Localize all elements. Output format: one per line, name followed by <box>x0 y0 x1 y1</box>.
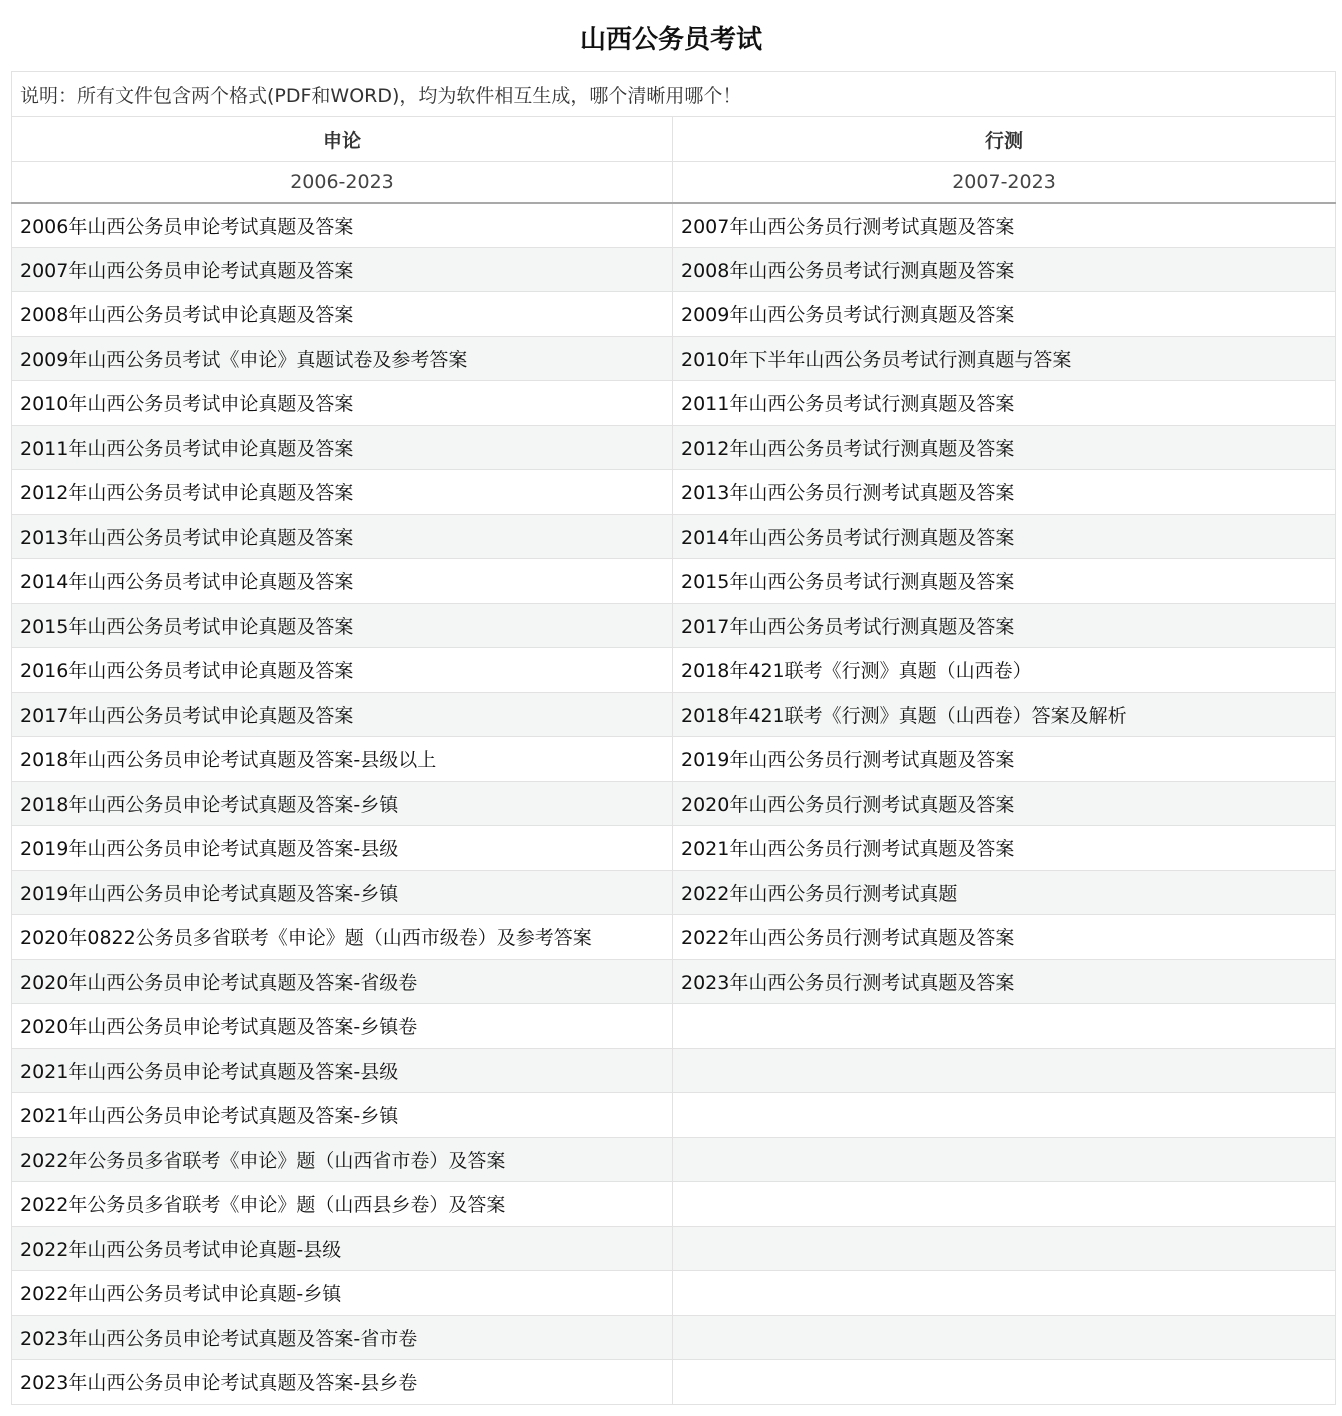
table-row <box>12 915 1336 960</box>
note-text: 说明：所有文件包含两个格式(PDF和WORD)，均为软件相互生成，哪个清晰用哪个！ <box>12 72 1336 117</box>
shenlun-file-link[interactable]: 2022年公务员多省联考《申论》题（山西省市卷）及答案 <box>12 1137 673 1182</box>
table-row <box>12 737 1336 782</box>
shenlun-file-link[interactable]: 2020年山西公务员申论考试真题及答案-乡镇卷 <box>12 1004 673 1049</box>
shenlun-file-link[interactable]: 2021年山西公务员申论考试真题及答案-乡镇 <box>12 1093 673 1138</box>
table-row <box>12 203 1336 248</box>
xingce-file-link[interactable]: 2018年421联考《行测》真题（山西卷） <box>673 648 1336 693</box>
table-row <box>12 648 1336 693</box>
shenlun-file-link[interactable]: 2018年山西公务员申论考试真题及答案-县级以上 <box>12 737 673 782</box>
xingce-file-link[interactable]: 2020年山西公务员行测考试真题及答案 <box>673 781 1336 826</box>
shenlun-file-link[interactable]: 2023年山西公务员申论考试真题及答案-省市卷 <box>12 1315 673 1360</box>
year-range-shenlun: 2006-2023 <box>12 162 673 203</box>
shenlun-file-link[interactable]: 2010年山西公务员考试申论真题及答案 <box>12 381 673 426</box>
table-row <box>12 1048 1336 1093</box>
xingce-file-link[interactable]: 2019年山西公务员行测考试真题及答案 <box>673 737 1336 782</box>
xingce-file-link[interactable]: 2018年421联考《行测》真题（山西卷）答案及解析 <box>673 692 1336 737</box>
table-row <box>12 781 1336 826</box>
column-header-shenlun: 申论 <box>12 117 673 162</box>
xingce-file-link <box>673 1004 1336 1049</box>
shenlun-file-link[interactable]: 2013年山西公务员考试申论真题及答案 <box>12 514 673 559</box>
table-row <box>12 870 1336 915</box>
table-row <box>12 381 1336 426</box>
xingce-file-link[interactable]: 2010年下半年山西公务员考试行测真题与答案 <box>673 336 1336 381</box>
table-row <box>12 603 1336 648</box>
xingce-file-link <box>673 1137 1336 1182</box>
shenlun-file-link[interactable]: 2022年山西公务员考试申论真题-县级 <box>12 1226 673 1271</box>
table-row <box>12 425 1336 470</box>
column-header-xingce: 行测 <box>673 117 1336 162</box>
shenlun-file-link[interactable]: 2017年山西公务员考试申论真题及答案 <box>12 692 673 737</box>
page-title: 山西公务员考试 <box>579 25 762 55</box>
shenlun-file-link[interactable]: 2016年山西公务员考试申论真题及答案 <box>12 648 673 693</box>
xingce-file-link[interactable]: 2022年山西公务员行测考试真题 <box>673 870 1336 915</box>
shenlun-file-link[interactable]: 2015年山西公务员考试申论真题及答案 <box>12 603 673 648</box>
table-row <box>12 247 1336 292</box>
shenlun-file-link[interactable]: 2023年山西公务员申论考试真题及答案-县乡卷 <box>12 1360 673 1405</box>
shenlun-file-link[interactable]: 2011年山西公务员考试申论真题及答案 <box>12 425 673 470</box>
xingce-file-link <box>673 1271 1336 1316</box>
shenlun-file-link[interactable]: 2008年山西公务员考试申论真题及答案 <box>12 292 673 337</box>
table-row <box>12 1004 1336 1049</box>
shenlun-file-link[interactable]: 2020年0822公务员多省联考《申论》题（山西市级卷）及参考答案 <box>12 915 673 960</box>
table-row <box>12 692 1336 737</box>
shenlun-file-link[interactable]: 2018年山西公务员申论考试真题及答案-乡镇 <box>12 781 673 826</box>
table-row <box>12 559 1336 604</box>
shenlun-file-link[interactable]: 2009年山西公务员考试《申论》真题试卷及参考答案 <box>12 336 673 381</box>
table-row <box>12 1360 1336 1405</box>
shenlun-file-link[interactable]: 2012年山西公务员考试申论真题及答案 <box>12 470 673 515</box>
shenlun-file-link[interactable]: 2006年山西公务员申论考试真题及答案 <box>12 203 673 248</box>
note-row <box>12 72 1336 117</box>
xingce-file-link <box>673 1093 1336 1138</box>
table-row <box>12 1182 1336 1227</box>
xingce-file-link[interactable]: 2011年山西公务员考试行测真题及答案 <box>673 381 1336 426</box>
xingce-file-link[interactable]: 2022年山西公务员行测考试真题及答案 <box>673 915 1336 960</box>
xingce-file-link <box>673 1182 1336 1227</box>
table-row <box>12 514 1336 559</box>
xingce-file-link[interactable]: 2013年山西公务员行测考试真题及答案 <box>673 470 1336 515</box>
xingce-file-link[interactable]: 2007年山西公务员行测考试真题及答案 <box>673 203 1336 248</box>
xingce-file-link[interactable]: 2008年山西公务员考试行测真题及答案 <box>673 247 1336 292</box>
year-range-row <box>12 162 1336 203</box>
xingce-file-link[interactable]: 2009年山西公务员考试行测真题及答案 <box>673 292 1336 337</box>
xingce-file-link <box>673 1048 1336 1093</box>
shenlun-file-link[interactable]: 2022年山西公务员考试申论真题-乡镇 <box>12 1271 673 1316</box>
xingce-file-link <box>673 1360 1336 1405</box>
xingce-file-link[interactable]: 2017年山西公务员考试行测真题及答案 <box>673 603 1336 648</box>
xingce-file-link[interactable]: 2012年山西公务员考试行测真题及答案 <box>673 425 1336 470</box>
shenlun-file-link[interactable]: 2019年山西公务员申论考试真题及答案-乡镇 <box>12 870 673 915</box>
header-row <box>12 117 1336 162</box>
shenlun-file-link[interactable]: 2007年山西公务员申论考试真题及答案 <box>12 247 673 292</box>
shenlun-file-link[interactable]: 2014年山西公务员考试申论真题及答案 <box>12 559 673 604</box>
xingce-file-link <box>673 1226 1336 1271</box>
table-row <box>12 826 1336 871</box>
exam-file-table <box>11 71 1336 1405</box>
xingce-file-link[interactable]: 2023年山西公务员行测考试真题及答案 <box>673 959 1336 1004</box>
table-row <box>12 292 1336 337</box>
table-row <box>12 1271 1336 1316</box>
shenlun-file-link[interactable]: 2020年山西公务员申论考试真题及答案-省级卷 <box>12 959 673 1004</box>
year-range-xingce: 2007-2023 <box>673 162 1336 203</box>
shenlun-file-link[interactable]: 2021年山西公务员申论考试真题及答案-县级 <box>12 1048 673 1093</box>
table-row <box>12 470 1336 515</box>
shenlun-file-link[interactable]: 2022年公务员多省联考《申论》题（山西县乡卷）及答案 <box>12 1182 673 1227</box>
xingce-file-link[interactable]: 2021年山西公务员行测考试真题及答案 <box>673 826 1336 871</box>
table-row <box>12 1226 1336 1271</box>
xingce-file-link <box>673 1315 1336 1360</box>
table-row <box>12 336 1336 381</box>
xingce-file-link[interactable]: 2014年山西公务员考试行测真题及答案 <box>673 514 1336 559</box>
shenlun-file-link[interactable]: 2019年山西公务员申论考试真题及答案-县级 <box>12 826 673 871</box>
xingce-file-link[interactable]: 2015年山西公务员考试行测真题及答案 <box>673 559 1336 604</box>
table-row <box>12 1315 1336 1360</box>
table-row <box>12 1093 1336 1138</box>
table-row <box>12 959 1336 1004</box>
table-row <box>12 1137 1336 1182</box>
